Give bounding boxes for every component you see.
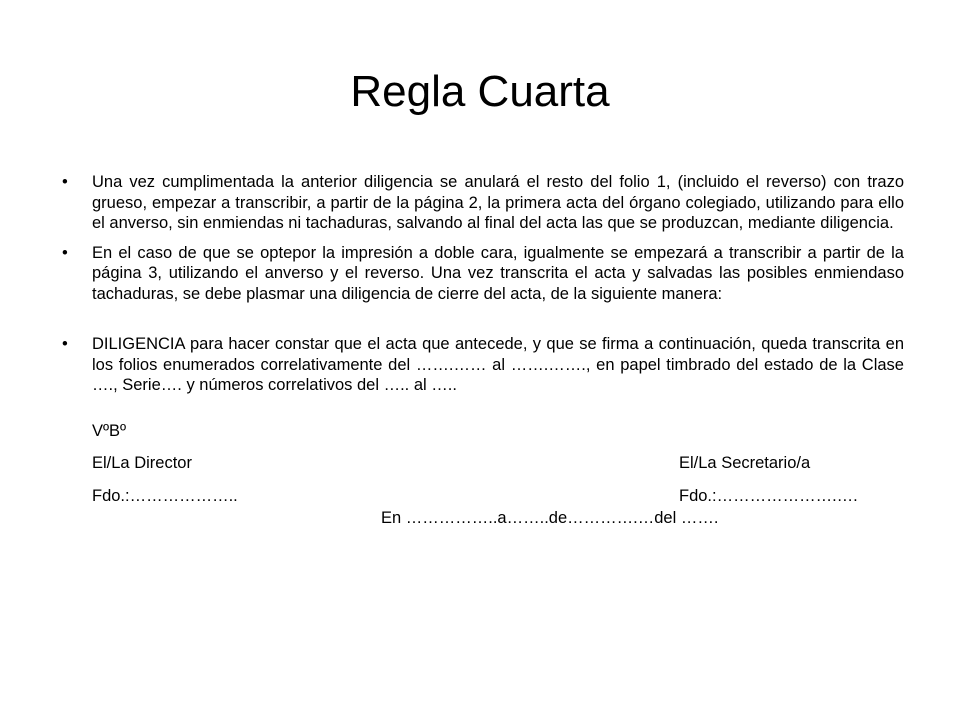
director-signature-line: Fdo.:……………….. <box>92 486 238 505</box>
secretary-label: El/La Secretario/a <box>679 454 811 472</box>
place-date-line: En ……………..a……..de………….…del ……. <box>381 509 719 527</box>
signature-block <box>62 421 904 529</box>
signature-line-row <box>92 486 904 507</box>
bullet-item <box>62 334 904 396</box>
signature-role-row <box>92 453 904 474</box>
bullet-text: Una vez cumplimentada la anterior diligencia se anulará el resto del folio 1, (incluido el reverso) con trazo grueso, empezar a transcribir, a partir de la página 2, la primera acta del órgano colegiado, utilizando para ello el anverso, sin enmiendas ni tachaduras, salvando al final del acta las que se produzcan, mediante diligencia. <box>92 173 904 232</box>
bullet-item <box>62 243 904 305</box>
bullet-text: En el caso de que se optepor la impresión a doble cara, igualmente se empezará a transcribir a partir de la página 3, utilizando el anverso y el reverso. Una vez transcrita el acta y salvadas las posibles enmiendaso tachaduras, se debe plasmar una diligencia de cierre del acta, de la siguiente manera: <box>92 243 904 303</box>
director-label: El/La Director <box>92 454 192 472</box>
bullet-marker: • <box>62 335 68 353</box>
slide-body <box>62 172 904 529</box>
slide-title: Regla Cuarta <box>350 67 610 116</box>
bullet-marker: • <box>62 243 68 262</box>
bullet-text: DILIGENCIA para hacer constar que el acta que antecede, y que se firma a continuación, queda transcrita en los folios enumerados correlativamente del …….…… al …….……., en papel timbrado del estado de la Clase …., Serie…. y números correlativos del ….. al ….. <box>92 335 904 394</box>
vobo-label: VºBº <box>92 421 127 440</box>
secretary-signature-line: Fdo.:………………….…. <box>679 486 858 505</box>
bullet-item <box>62 172 904 234</box>
bullet-marker: • <box>62 173 68 191</box>
